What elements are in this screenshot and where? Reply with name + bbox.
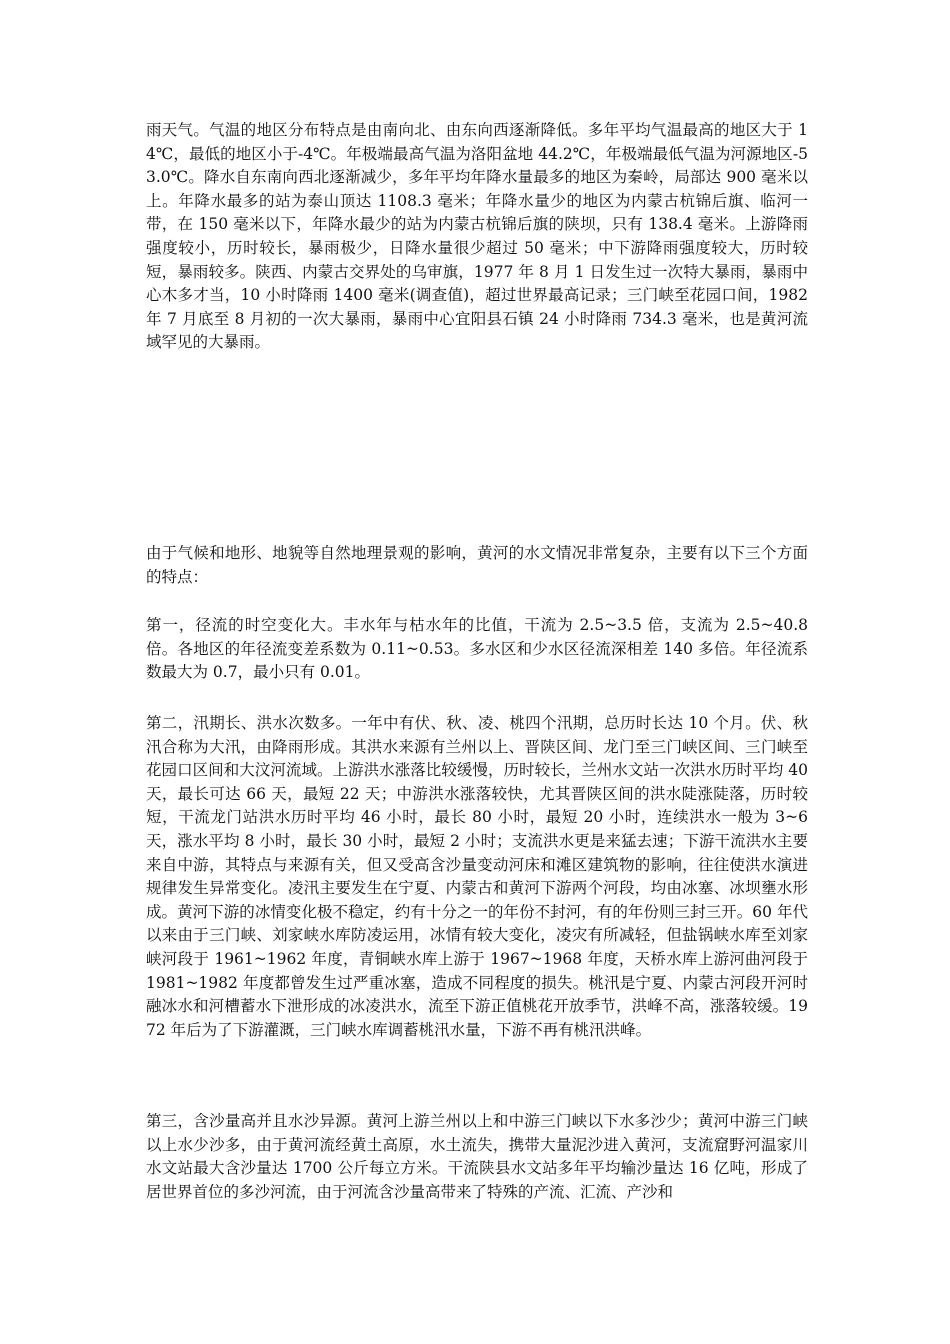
paragraph-runoff-variation: 第一，径流的时空变化大。丰水年与枯水年的比值，干流为 2.5~3.5 倍，支流为 2.5~40.8 倍。各地区的年径流变差系数为 0.11~0.53。多水区和少水区径流深相差 140 多倍。年径流系数最大为 0.7，最小只有 0.01。 bbox=[146, 616, 808, 682]
paragraph-hydrology-intro: 由于气候和地形、地貌等自然地理景观的影响，黄河的水文情况非常复杂，主要有以下三个方面的特点： bbox=[146, 544, 808, 586]
paragraph-flood-season: 第二，汛期长、洪水次数多。一年中有伏、秋、凌、桃四个汛期，总历时长达 10 个月。伏、秋汛合称为大汛，由降雨形成。其洪水来源有兰州以上、晋陕区间、龙门至三门峡区间、三门峡至花园口区间和大汶河流域。上游洪水涨落比较缓慢，历时较长，兰州水文站一次洪水历时平均 40 天，最长可达 66 天，最短 22 天；中游洪水涨落较快，尤其晋陕区间的洪水陡涨陡落，历时较短，干流龙门站洪水历时平均 46 小时，最长 80 小时，最短 20 小时，连续洪水一般为 3~6 天，涨水平均 8 小时，最长 30 小时，最短 2 小时；支流洪水更是来猛去速；下游干流洪水主要来自中游，其特点与来源有关，但又受高含沙量变动河床和滩区建筑物的影响，往往使洪水演进规律发生异常变化。凌汛主要发生在宁夏、内蒙古和黄河下游两个河段，均由冰塞、冰坝壅水形成。黄河下游的冰情变化极不稳定，约有十分之一的年份不封河，有的年份则三封三开。60 年代以来由于三门峡、刘家峡水库防凌运用，冰情有较大变化，凌灾有所减轻，但盐锅峡水库至刘家峡河段于 1961~1962 年度，青铜峡水库上游于 1967~1968 年度，天桥水库上游河曲河段于 1981~1982 年度都曾发生过严重冰塞，造成不同程度的损失。桃汛是宁夏、内蒙古河段开河时融冰水和河槽蓄水下泄形成的冰凌洪水，流至下游正值桃花开放季节，洪峰不高，涨落较缓。1972 年后为了下游灌溉，三门峡水库调蓄桃汛水量，下游不再有桃汛洪峰。 bbox=[146, 714, 808, 1039]
paragraph-climate-precipitation: 雨天气。气温的地区分布特点是由南向北、由东向西逐渐降低。多年平均气温最高的地区大于 14℃，最低的地区小于-4℃。年极端最高气温为洛阳盆地 44.2℃，年极端最低气温为河源地区-53.0℃。降水自东南向西北逐渐减少，多年平均年降水量最多的地区为秦岭，局部达 900 毫米以上。年降水最多的站为泰山顶达 1108.3 毫米；年降水量少的地区为内蒙古杭锦后旗、临河一带，在 150 毫米以下，年降水最少的站为内蒙古杭锦后旗的陕坝，只有 138.4 毫米。上游降雨强度较小，历时较长，暴雨极少，日降水量很少超过 50 毫米；中下游降雨强度较大，历时较短，暴雨较多。陕西、内蒙古交界处的乌审旗，1977 年 8 月 1 日发生过一次特大暴雨，暴雨中心木多才当，10 小时降雨 1400 毫米(调查值)，超过世界最高记录；三门峡至花园口间，1982 年 7 月底至 8 月初的一次大暴雨，暴雨中心宜阳县石镇 24 小时降雨 734.3 毫米，也是黄河流域罕见的大暴雨。 bbox=[146, 121, 808, 352]
paragraph-sediment: 第三，含沙量高并且水沙异源。黄河上游兰州以上和中游三门峡以下水多沙少；黄河中游三门峡以上水少沙多，由于黄河流经黄土高原，水土流失，携带大量泥沙进入黄河，支流窟野河温家川水文站最大含沙量达 1700 公斤每立方米。干流陕县水文站多年平均输沙量达 16 亿吨，形成了居世界首位的多沙河流，由于河流含沙量高带来了特殊的产流、汇流、产沙和 bbox=[146, 1112, 808, 1201]
